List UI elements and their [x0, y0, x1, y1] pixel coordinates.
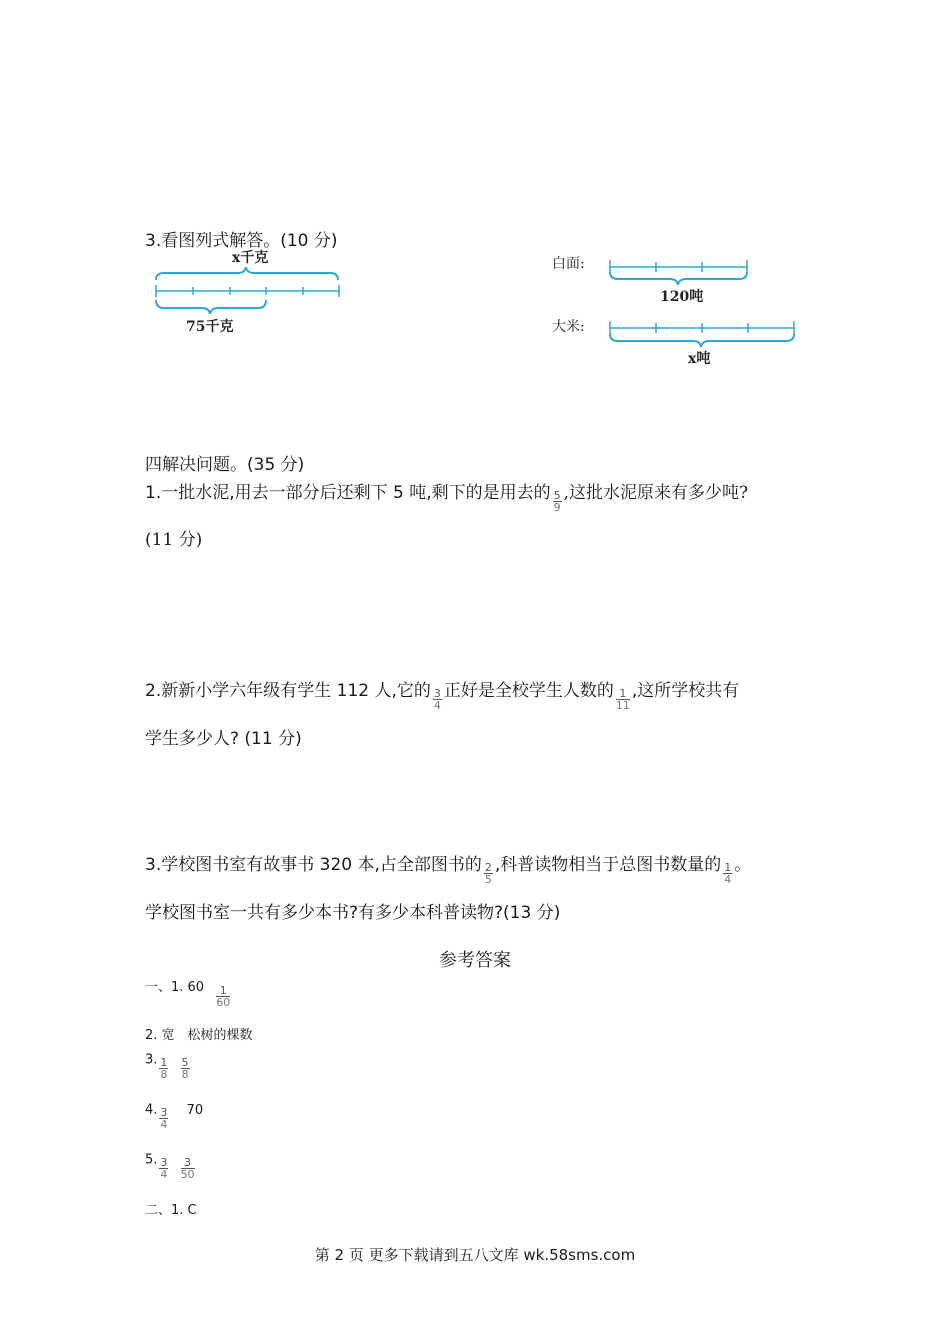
answer-4: 4. $\frac{3}{4}$ 70: [145, 1102, 204, 1131]
diagram-left-bottom-label: 75千克: [186, 319, 234, 335]
q1-line2: (11 分): [145, 530, 203, 550]
q2-text-c: ,这所学校共有: [631, 681, 740, 701]
question-2: [145, 676, 740, 712]
q2-text-a: 2.新新小学六年级有学生 112 人,它的: [145, 681, 431, 701]
answer-2: 2. 宽 松树的棵数: [145, 1028, 253, 1043]
section4-title: 四解决问题。(35 分): [145, 455, 305, 475]
page-footer: 第 2 页 更多下载请到五八文库 wk.58sms.com: [314, 1246, 636, 1264]
q2-line2: 学生多少人? (11 分): [145, 729, 302, 749]
answer-3-fraction-2: $\frac{5}{8}$: [181, 1056, 189, 1081]
q3-text-b: ,科普读物相当于总图书数量的: [494, 855, 722, 875]
diagram-left-lines: [150, 246, 350, 336]
answer-6: 二、1. C: [145, 1203, 197, 1218]
diagram-right-row1-value: 120吨: [660, 289, 704, 305]
question-1: [145, 478, 749, 514]
q3-fraction-2: $\frac{1}{4}$: [724, 861, 732, 886]
segment-diagram-right: [552, 250, 802, 370]
q2-text-b: 正好是全校学生人数的: [443, 681, 614, 701]
diagram-right-row2-value: x吨: [688, 351, 711, 367]
answer-3-fraction-1: $\frac{1}{8}$: [160, 1056, 168, 1081]
answer-3: 3. $\frac{1}{8}$ $\frac{5}{8}$: [145, 1052, 189, 1081]
segment-diagram-left: [150, 246, 350, 336]
q3-text-c: 。: [734, 855, 752, 875]
answers-title: 参考答案: [439, 950, 511, 971]
q3-line2: 学校图书室一共有多少本书?有多少本科普读物?(13 分): [145, 903, 561, 923]
q1-text-a: 1.一批水泥,用去一部分后还剩下 5 吨,剩下的是用去的: [145, 483, 551, 503]
q2-fraction-2: $\frac{1}{11}$: [615, 687, 630, 712]
answer-5-fraction-2: $\frac{3}{50}$: [180, 1156, 195, 1181]
diagram-right-row1-label: 白面:: [552, 256, 585, 272]
q1-fraction: $\frac{5}{9}$: [553, 489, 561, 514]
answer-5: 5. $\frac{3}{4}$ $\frac{3}{50}$: [145, 1152, 195, 1181]
answer-1-fraction: $\frac{1}{60}$: [216, 983, 231, 1009]
q2-fraction-1: $\frac{3}{4}$: [433, 687, 441, 712]
question-3: [145, 850, 752, 886]
diagram-right-row2-label: 大米:: [552, 319, 585, 335]
section3-title: 3.看图列式解答。(10 分): [145, 231, 338, 251]
answer-5-fraction-1: $\frac{3}{4}$: [160, 1156, 168, 1181]
answer-4-fraction: $\frac{3}{4}$: [160, 1106, 168, 1131]
q3-text-a: 3.学校图书室有故事书 320 本,占全部图书的: [145, 855, 482, 875]
diagram-right-lines: [552, 250, 802, 370]
diagram-left-top-label: x千克: [232, 250, 269, 266]
q3-fraction-1: $\frac{2}{5}$: [484, 861, 492, 886]
q1-text-b: ,这批水泥原来有多少吨?: [563, 483, 749, 503]
answer-1: 一、1. 60 $\frac{1}{60}$: [145, 980, 231, 1009]
